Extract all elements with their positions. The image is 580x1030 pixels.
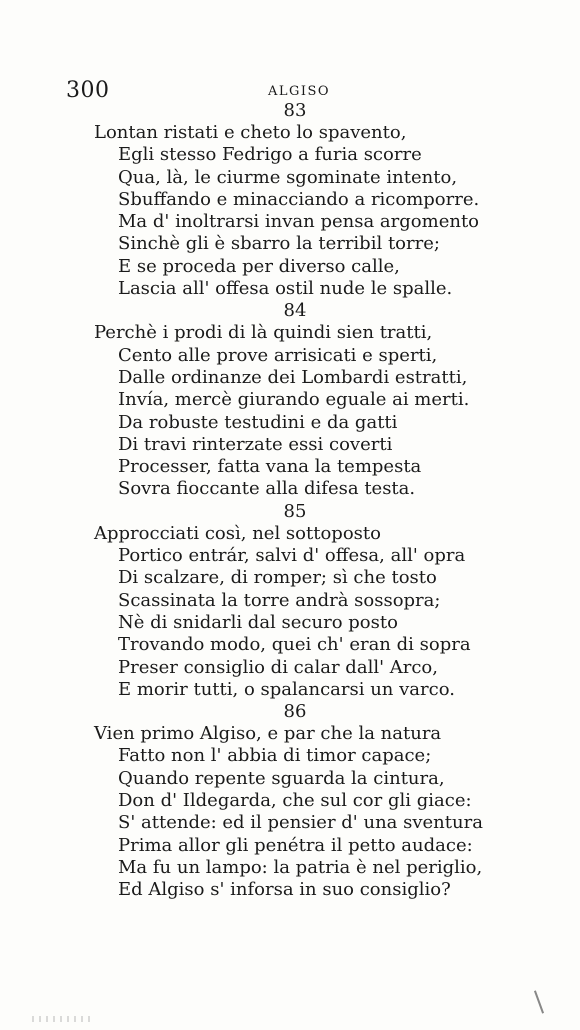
verse-line: Ma d' inoltrarsi invan pensa argomento <box>118 211 480 233</box>
verse-line: Portico entrár, salvi d' offesa, all' opra <box>118 545 466 567</box>
stanza-84 <box>0 300 580 500</box>
paper-specks <box>32 1016 92 1022</box>
verse-line: Ed Algiso s' inforsa in suo consiglio? <box>118 879 451 901</box>
verse-line: Lontan ristati e cheto lo spavento, <box>94 122 407 143</box>
verse-line: Preser consiglio di calar dall' Arco, <box>118 656 438 678</box>
stanza-number: 85 <box>283 500 307 522</box>
running-head: ALGISO <box>267 84 331 99</box>
verse-line: Dalle ordinanze dei Lombardi estratti, <box>118 366 468 388</box>
stanza-number: 83 <box>283 100 307 121</box>
verse-line: Qua, là, le ciurme sgominate intento, <box>118 166 458 188</box>
stanza-number: 84 <box>283 300 307 322</box>
verse-line: Nè di snidarli dal securo posto <box>118 611 398 633</box>
stanza-85 <box>0 501 580 701</box>
verse-line: Sovra fioccante alla difesa testa. <box>118 478 416 500</box>
verse-line: Quando repente sguarda la cintura, <box>118 767 445 789</box>
verse-line: Fatto non l' abbia di timor capace; <box>118 745 432 767</box>
verse-line: Trovando modo, quei ch' eran di sopra <box>118 634 471 656</box>
poem-body <box>0 100 580 902</box>
verse-line: Da robuste testudini e da gatti <box>118 411 398 433</box>
verse-line: E morir tutti, o spalancarsi un varco. <box>118 678 455 700</box>
verse-line: Processer, fatta vana la tempesta <box>118 456 422 478</box>
verse-line: Di scalzare, di romper; sì che tosto <box>118 567 437 589</box>
verse-line: Vien primo Algiso, e par che la natura <box>94 723 442 745</box>
verse-line: Prima allor gli penétra il petto audace: <box>118 834 473 856</box>
verse-line: E se proceda per diverso calle, <box>118 255 400 277</box>
page-number: 300 <box>66 78 110 103</box>
verse-line: Ma fu un lampo: la patria è nel periglio, <box>118 856 483 878</box>
verse-line: Invía, mercè giurando eguale ai merti. <box>118 389 470 411</box>
verse-line: S' attende: ed il pensier d' una sventura <box>118 812 483 834</box>
verse-line: Sbuffando e minacciando a ricomporre. <box>118 188 480 210</box>
paper-edge-mark <box>534 990 544 1013</box>
verse-line: Perchè i prodi di là quindi sien tratti, <box>94 322 433 344</box>
verse-line: Scassinata la torre andrà sossopra; <box>118 589 441 611</box>
verse-line: Egli stesso Fedrigo a furia scorre <box>118 144 422 166</box>
verse-line: Don d' Ildegarda, che sul cor gli giace: <box>118 790 472 812</box>
verse-line: Cento alle prove arrisicati e sperti, <box>118 344 438 366</box>
stanza-86 <box>0 701 580 901</box>
verse-line: Di travi rinterzate essi coverti <box>118 433 393 455</box>
verse-line: Sinchè gli è sbarro la terribil torre; <box>118 233 440 255</box>
stanza-83 <box>0 100 580 300</box>
verse-line: Approcciati così, nel sottoposto <box>94 522 381 544</box>
stanza-number: 86 <box>283 701 307 723</box>
verse-line: Lascia all' offesa ostil nude le spalle. <box>118 278 453 300</box>
